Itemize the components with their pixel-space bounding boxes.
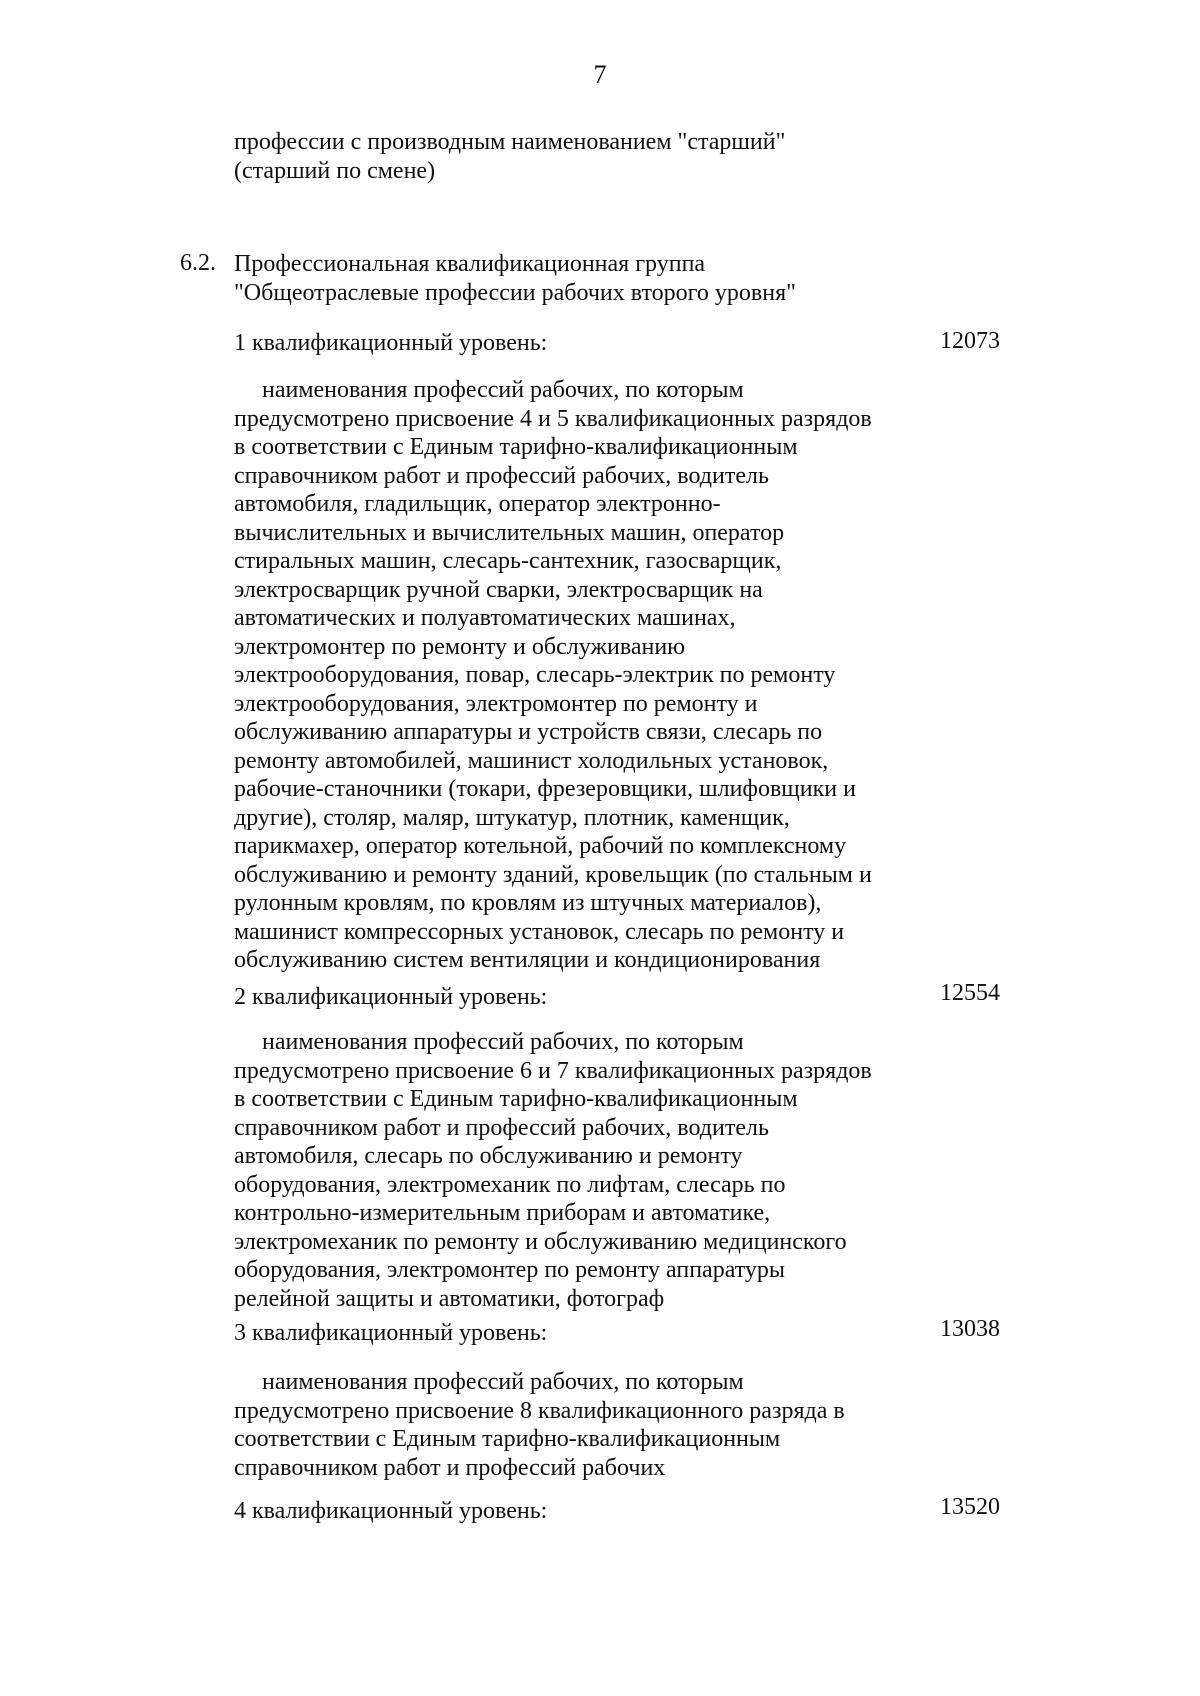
continuation-text: профессии с производным наименованием "старший" (старший по смене) bbox=[234, 129, 786, 184]
level-4-salary: 13520 bbox=[940, 1494, 1000, 1520]
level-1-description: наименования профессий рабочих, по которым предусмотрено присвоение 4 и 5 квалификационных разрядов в соответствии с Единым тарифно-квалификационным справочником работ и профессий рабочих, водитель автомобиля, гладильщик, оператор электронно- вычислительных и вычислительных машин, оператор стиральных машин, слесарь-сантехник, газосварщик, электросварщик ручной сварки, электросварщик на автоматических и полуавтоматических машинах, электромонтер по ремонту и обслуживанию электрооборудования, повар, слесарь-электрик по ремонту электрооборудования, электромонтер по ремонту и обслуживанию аппаратуры и устройств связи, слесарь по ремонту автомобилей, машинист холодильных установок, рабочие-станочники (токари, фрезеровщики, шлифовщики и другие), столяр, маляр, штукатур, плотник, каменщик, парикмахер, оператор котельной, рабочий по комплексному обслуживанию и ремонту зданий, кровельщик (по стальным и рулонным кровлям, по кровлям из штучных материалов), машинист компрессорных установок, слесарь по ремонту и обслуживанию систем вентиляции и кондиционирования bbox=[234, 377, 872, 973]
level-2-label: 2 квалификационный уровень: bbox=[234, 984, 548, 1010]
level-2-description: наименования профессий рабочих, по которым предусмотрено присвоение 6 и 7 квалификационных разрядов в соответствии с Единым тарифно-квалификационным справочником работ и профессий рабочих, водитель автомобиля, слесарь по обслуживанию и ремонту оборудования, электромеханик по лифтам, слесарь по контрольно-измерительным приборам и автоматике, электромеханик по ремонту и обслуживанию медицинского оборудования, электромонтер по ремонту аппаратуры релейной защиты и автоматики, фотограф bbox=[234, 1029, 872, 1312]
level-3-description: наименования профессий рабочих, по которым предусмотрено присвоение 8 квалификационного разряда в соответствии с Единым тарифно-квалификационным справочником работ и профессий рабочих bbox=[234, 1369, 845, 1481]
level-3-label: 3 квалификационный уровень: bbox=[234, 1320, 548, 1346]
level-1-label: 1 квалификационный уровень: bbox=[234, 330, 548, 356]
level-1-salary: 12073 bbox=[940, 328, 1000, 354]
level-3-salary: 13038 bbox=[940, 1316, 1000, 1342]
level-4-label: 4 квалификационный уровень: bbox=[234, 1498, 548, 1524]
level-2-salary: 12554 bbox=[940, 980, 1000, 1006]
section-number: 6.2. bbox=[180, 250, 216, 276]
section-title: Профессиональная квалификационная группа "Общеотраслевые профессии рабочих второго уровня" bbox=[234, 251, 796, 306]
page-number: 7 bbox=[593, 60, 607, 89]
